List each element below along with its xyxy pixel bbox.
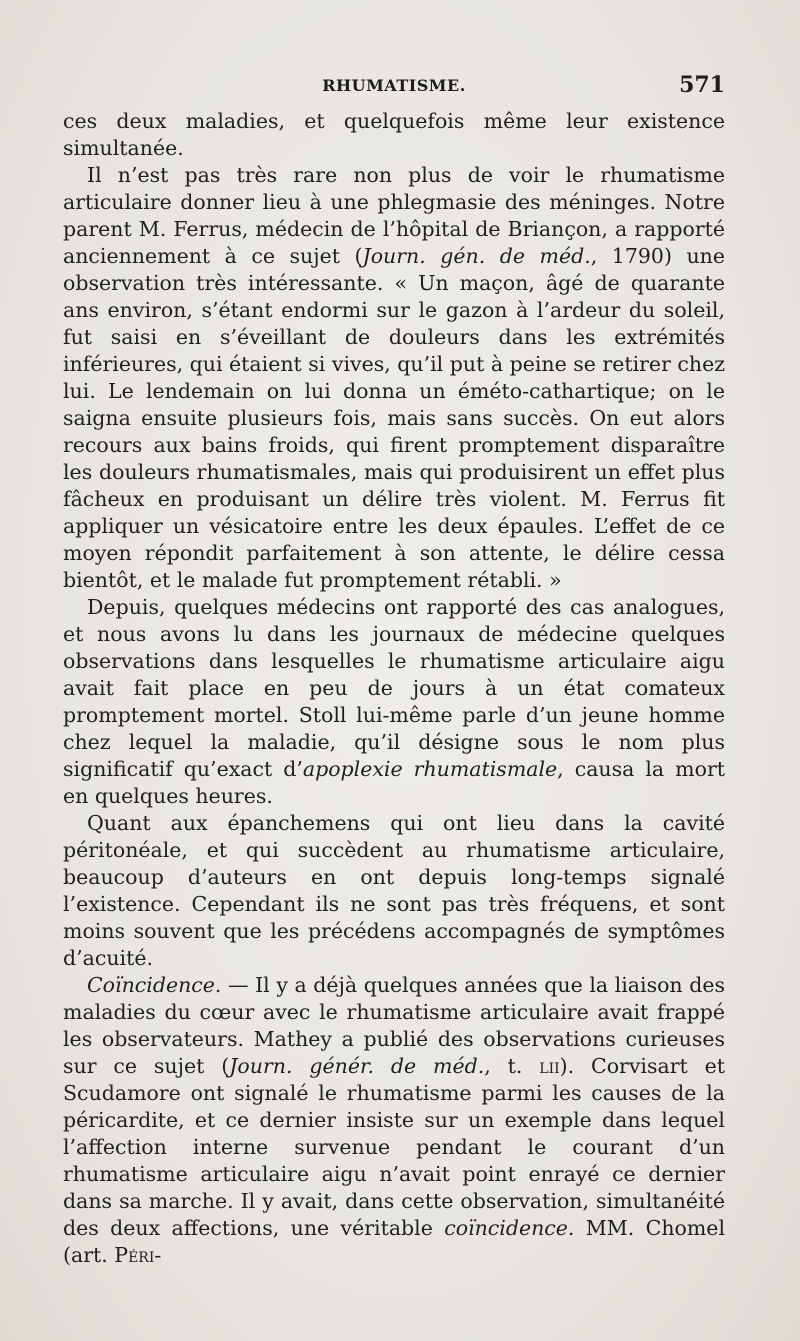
italic-text: apoplexie rhumatismale	[302, 757, 558, 781]
paragraph	[63, 810, 725, 972]
paragraph	[63, 972, 725, 1269]
text-run: Depuis, quelques médecins ont rapporté des cas analogues, et nous avons lu dans les journaux de médecine quelques observations dans lesquelles le rhumatisme articulaire aigu avait fait place en peu de jours à un état comateux promptement mortel. Stoll lui-même parle d’un jeune homme chez lequel la maladie, qu’il désigne sous le nom plus significatif qu’exact d’	[63, 595, 725, 781]
italic-text: Coïncidence.	[87, 973, 222, 997]
text-run: Quant aux épanchemens qui ont lieu dans la cavité péritonéale, et qui succèdent au rhumatisme articulaire, beaucoup d’auteurs en ont depuis long-temps signalé l’existence. Cependant ils ne sont pas très fréquens, et sont moins souvent que les précédens accompagnés de symptômes d’acuité.	[63, 811, 725, 970]
text-run: , causa la mort en quelques heures.	[63, 757, 725, 808]
paragraph	[63, 108, 725, 162]
paragraph	[63, 162, 725, 594]
text-run: Il n’est pas très rare non plus de voir le rhumatisme articulaire donner lieu à une phlegmasie des méninges. Notre parent M. Ferrus, médecin de l’hôpital de Briançon, a rapporté anciennement à ce sujet (	[63, 163, 725, 268]
text-run: , 1790) une observation très intéressante. « Un maçon, âgé de quarante ans environ, s’étant endormi sur le gazon à l’ardeur du soleil, fut saisi en s’éveillant de douleurs dans les extrémités inférieures, qui étaient si vives, qu’il put à peine se retirer chez lui. Le lendemain on lui donna un éméto-cathartique; on le saigna ensuite plusieurs fois, mais sans succès. On eut alors recours aux bains froids, qui firent promptement disparaître les douleurs rhumatismales, mais qui produisirent un effet plus fâcheux en produisant un délire très violent. M. Ferrus fit appliquer un vésicatoire entre les deux épaules. L’effet de ce moyen répondit parfaitement à son attente, le délire cessa bientôt, et le malade fut promptement rétabli. »	[63, 244, 725, 592]
paragraph	[63, 594, 725, 810]
italic-text: coïncidence.	[444, 1216, 575, 1240]
body-text	[63, 108, 725, 1269]
text-run: ). Corvisart et Scudamore ont signalé le rhumatisme parmi les causes de la péricardite, et ce dernier insiste sur un exemple dans lequel l’affection interne survenue pendant le courant d’un rhumatisme articulaire aigu n’avait point enrayé ce dernier dans sa marche. Il y avait, dans cette observation, simultanéité des deux affections, une véritable	[63, 1054, 725, 1240]
page-header	[63, 72, 725, 102]
page-number: 571	[679, 72, 725, 98]
italic-text: Journ. gén. de méd.	[362, 244, 591, 268]
smallcaps-text: lii	[539, 1054, 560, 1078]
text-run: , t.	[484, 1054, 540, 1078]
italic-text: Journ. génér. de méd.	[229, 1054, 485, 1078]
text-run: ces deux maladies, et quelquefois même leur existence simultanée.	[63, 109, 725, 160]
smallcaps-text: Péri-	[114, 1243, 162, 1267]
running-head: RHUMATISME.	[322, 76, 466, 95]
text-run: MM. Chomel (art.	[63, 1216, 725, 1267]
text-run: — Il y a déjà quelques années que la liaison des maladies du cœur avec le rhumatisme articulaire avait frappé les observateurs. Mathey a publié des observations curieuses sur ce sujet (	[63, 973, 725, 1078]
